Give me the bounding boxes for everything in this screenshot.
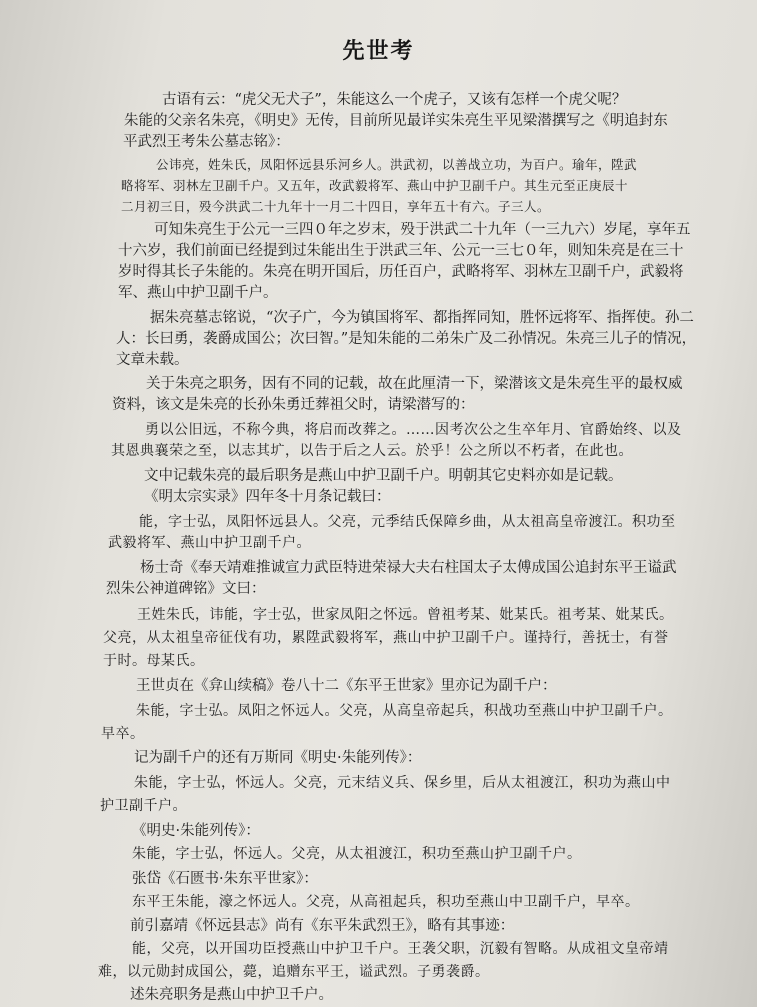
text-line: 《明史·朱能列传》： [132, 822, 260, 839]
text-line: 朱能的父亲名朱亮，《明史》无传，目前所见最详实朱亮生平见梁潜撰写之《明追封东 [124, 113, 668, 129]
quote-line: 护卫副千户。 [100, 798, 187, 815]
text-line: 王世贞在《弇山续稿》卷八十二《东平王世家》里亦记为副千户： [136, 677, 557, 694]
text-line: 可知朱亮生于公元一三四０年之岁末，殁于洪武二十九年（一三九六）岁尾，享年五 [154, 221, 691, 238]
text-line: 张岱《石匮书·朱东平世家》： [132, 870, 318, 887]
text-line: 古语有云：“虎父无犬子”，朱能这么一个虎子，又该有怎样一个虎父呢？ [162, 92, 627, 108]
text-line: 人：长曰勇，袭爵成国公；次曰智。”是知朱能的二弟朱广及二孙情况。朱亮三儿子的情况， [116, 330, 697, 347]
text-line: 据朱亮墓志铭说，“次子广，今为镇国将军、都指挥同知，胜怀远将军、指挥使。孙二 [150, 309, 694, 326]
quote-line: 父亮，从太祖皇帝征伐有功，累陞武毅将军，燕山中护卫副千户。谨持行，善抚士，有誉 [103, 630, 669, 647]
quote-line: 朱能，字士弘，怀远人。父亮，从太祖渡江，积功至燕山护卫副千户。 [132, 845, 582, 862]
text-line: 杨士奇《奉天靖难推诚宣力武臣特进荣禄大夫右柱国太子太傅成国公追封东平王谥武 [140, 559, 677, 576]
text-line: 前引嘉靖《怀远县志》尚有《东平朱武烈王》，略有其事迹： [130, 918, 515, 935]
quote-line: 早卒。 [101, 725, 145, 742]
quote-line: 难，以元勋封成国公，薨，追赠东平王，谥武烈。子勇袭爵。 [98, 964, 490, 981]
quote-line: 公讳亮，姓朱氏，凤阳怀远县乐河乡人。洪武初，以善战立功，为百户。瑜年，陞武 [156, 156, 638, 172]
quote-line: 能，字士弘，凤阳怀远县人。父亮，元季结氏保障乡曲，从太祖高皇帝渡江。积功至 [139, 513, 676, 530]
quote-line: 武毅将军、燕山中护卫副千户。 [108, 534, 311, 551]
text-line: 岁时得其长子朱能的。朱亮在明开国后，历任百户，武略将军、羽林左卫副千户，武毅将 [118, 263, 684, 280]
quote-line: 其恩典襄荣之至，以志其圹，以告于后之人云。於乎！公之所以不朽者，在此也。 [111, 443, 633, 460]
text-line: 军、燕山中护卫副千户。 [118, 284, 278, 301]
text-line: 烈朱公神道碑铭》文曰： [106, 580, 266, 597]
quote-line: 王姓朱氏，讳能，字士弘，世家凤阳之怀远。曾祖考某、妣某氏。祖考某、妣某氏。 [137, 607, 674, 624]
quote-line: 朱能，字士弘，怀远人。父亮，元末结义兵、保乡里，后从太祖渡江，积功为燕山中 [134, 775, 671, 792]
text-line: 资料，该文是朱亮的长孙朱勇迁葬祖父时，请梁潜写的： [112, 397, 475, 414]
text-line: 记为副千户的还有万斯同《明史·朱能列传》： [134, 750, 422, 767]
quote-line: 勇以公旧远，不称今典，将启而改葬之。……因考次公之生卒年月、官爵始终、以及 [145, 422, 682, 439]
text-line: 关于朱亮之职务，因有不同的记载，故在此厘清一下，梁潜该文是朱亮生平的最权威 [146, 376, 683, 393]
text-line: 十六岁，我们前面已经提到过朱能出生于洪武三年、公元一三七０年，则知朱亮是在三十 [118, 242, 684, 259]
text-line: 述朱亮职务是燕山中护卫千户。 [130, 987, 333, 1003]
text-line: 平武烈王考朱公墓志铭》： [123, 134, 290, 150]
page-title: 先世考 [342, 39, 415, 64]
quote-line: 于时。母某氏。 [103, 653, 205, 669]
quote-line: 朱能，字士弘。凤阳之怀远人。父亮，从高皇帝起兵，积战功至燕山中护卫副千户。 [136, 702, 673, 719]
text-line: 《明太宗实录》四年冬十月条记载曰： [144, 488, 391, 505]
quote-line: 东平王朱能，濠之怀远人。父亮，从高祖起兵，积功至燕山中卫副千户，早卒。 [132, 893, 640, 910]
text-line: 文章未载。 [116, 351, 189, 368]
text-line: 文中记载朱亮的最后职务是燕山中护卫副千户。明朝其它史料亦如是记载。 [144, 467, 623, 484]
quote-line: 二月初三日，殁今洪武二十九年十一月二十四日，享年五十有六。子三人。 [121, 198, 551, 214]
quote-line: 能，父亮，以开国功臣授燕山中护卫千户。王袭父职，沉毅有智略。从成祖文皇帝靖 [132, 941, 669, 958]
quote-line: 略将军、羽林左卫副千户。又五年，改武毅将军、燕山中护卫副千户。其生元至正庚辰十 [121, 177, 629, 193]
